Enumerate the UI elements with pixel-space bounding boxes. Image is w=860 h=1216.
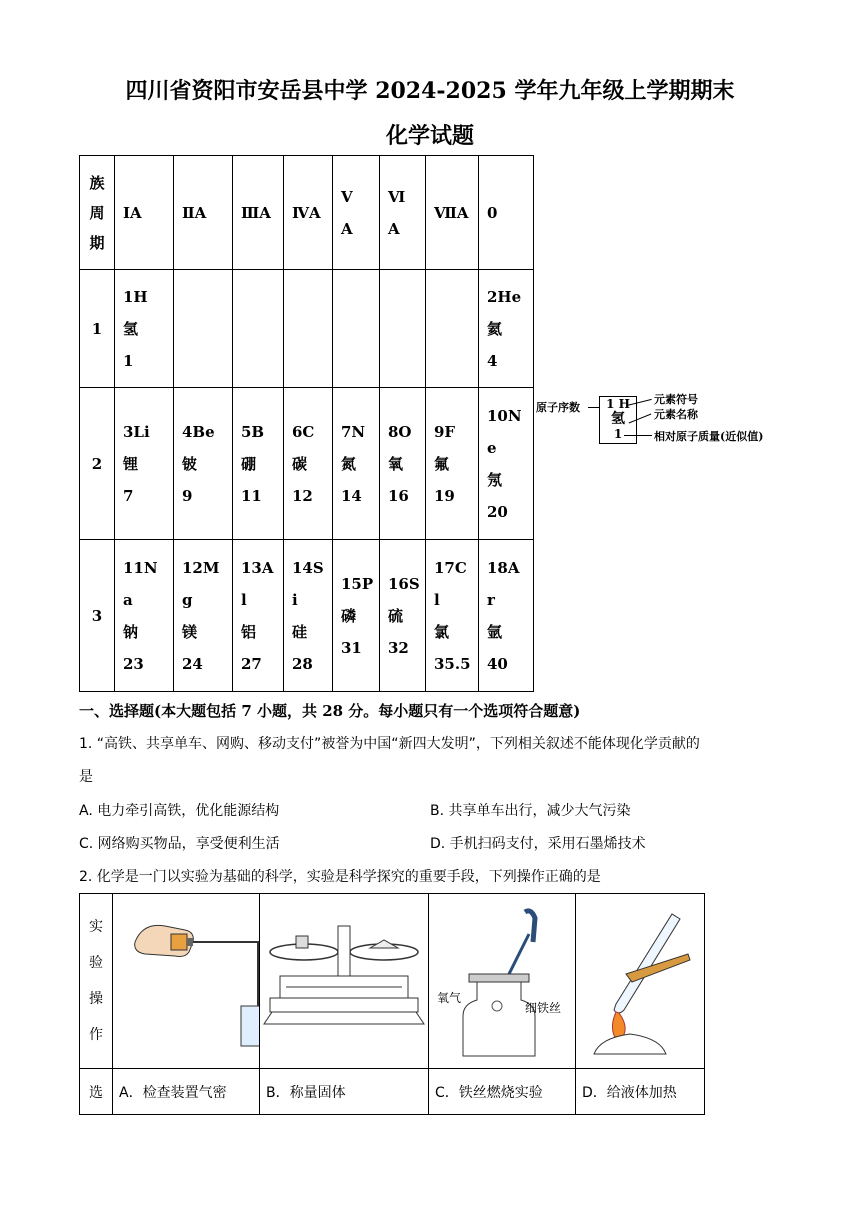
row-head-experiment: 实 验 操 作 (80, 894, 113, 1069)
image-b-balance (260, 894, 429, 1069)
element-cell (426, 270, 479, 388)
period-number: 3 (80, 540, 115, 692)
element-legend (536, 393, 806, 453)
legend-name-label: 元素名称 (654, 408, 698, 421)
row-head-option: 选 (80, 1069, 113, 1115)
element-cell: 7N 氮 14 (333, 388, 380, 540)
svg-text:细铁丝: 细铁丝 (525, 1001, 562, 1015)
element-cell (284, 270, 333, 388)
group-header: ⅠA (115, 156, 174, 270)
element-cell: 11N a 钠 23 (115, 540, 174, 692)
element-cell: 18A r 氩 40 (479, 540, 534, 692)
element-cell: 9F 氟 19 (426, 388, 479, 540)
periodic-table (79, 155, 534, 692)
element-cell: 5B 硼 11 (233, 388, 284, 540)
q1-option-a: A. 电力牵引高铁，优化能源结构 (79, 803, 280, 819)
element-cell: 6C 碳 12 (284, 388, 333, 540)
element-cell: 16S 硫 32 (380, 540, 426, 692)
element-cell: 3Li 锂 7 (115, 388, 174, 540)
corner-cell: 族 周 期 (80, 156, 115, 270)
group-header: ⅡA (174, 156, 233, 270)
group-header: ⅢA (233, 156, 284, 270)
element-cell: 10N e 氖 20 (479, 388, 534, 540)
element-cell: 12M g 镁 24 (174, 540, 233, 692)
element-cell (233, 270, 284, 388)
page-title: 四川省资阳市安岳县中学 2024-2025 学年九年级上学期期末 (125, 78, 735, 104)
option-a-label: A．检查装置气密 (113, 1069, 260, 1115)
group-header: ⅣA (284, 156, 333, 270)
option-d-label: D．给液体加热 (576, 1069, 705, 1115)
legend-symbol-label: 元素符号 (654, 393, 698, 406)
question-1-text-cont: 是 (79, 769, 93, 785)
question-2-text: 2. 化学是一门以实验为基础的科学，实验是科学探究的重要手段，下列操作正确的是 (79, 869, 601, 885)
group-header: Ⅴ A (333, 156, 380, 270)
option-c-label: C．铁丝燃烧实验 (429, 1069, 576, 1115)
option-b-label: B．称量固体 (260, 1069, 429, 1115)
element-cell (174, 270, 233, 388)
legend-atomic-number: 原子序数 (536, 401, 580, 414)
element-cell (380, 270, 426, 388)
q1-option-c: C. 网络购买物品，享受便利生活 (79, 836, 280, 852)
legend-box: 1 H 氢 1 (599, 396, 637, 444)
question-1-text: 1. “高铁、共享单车、网购、移动支付”被誉为中国“新四大发明”，下列相关叙述不能体现化学贡献的 (79, 736, 700, 752)
q1-option-b: B. 共享单车出行，减少大气污染 (430, 803, 631, 819)
element-cell: 4Be 铍 9 (174, 388, 233, 540)
experiment-table (79, 893, 705, 1115)
element-cell: 17C l 氯 35.5 (426, 540, 479, 692)
section-title: 一、选择题(本大题包括 7 小题，共 28 分。每小题只有一个选项符合题意) (79, 702, 581, 720)
legend-mass-label: 相对原子质量(近似值) (654, 430, 764, 443)
element-cell: 2He 氦 4 (479, 270, 534, 388)
element-cell: 8O 氧 16 (380, 388, 426, 540)
q1-option-d: D. 手机扫码支付，采用石墨烯技术 (430, 836, 646, 852)
period-number: 2 (80, 388, 115, 540)
element-cell: 13A l 铝 27 (233, 540, 284, 692)
element-cell: 1H 氢 1 (115, 270, 174, 388)
image-c-iron-wire (429, 894, 576, 1069)
group-header: Ⅵ A (380, 156, 426, 270)
period-number: 1 (80, 270, 115, 388)
group-header: 0 (479, 156, 534, 270)
element-cell (333, 270, 380, 388)
element-cell: 14S i 硅 28 (284, 540, 333, 692)
page-subtitle: 化学试题 (385, 123, 474, 149)
group-header: ⅦA (426, 156, 479, 270)
svg-text:氧气: 氧气 (437, 991, 462, 1005)
image-a-airtightness (113, 894, 260, 1069)
element-cell: 15P 磷 31 (333, 540, 380, 692)
image-d-heating-liquid (576, 894, 705, 1069)
